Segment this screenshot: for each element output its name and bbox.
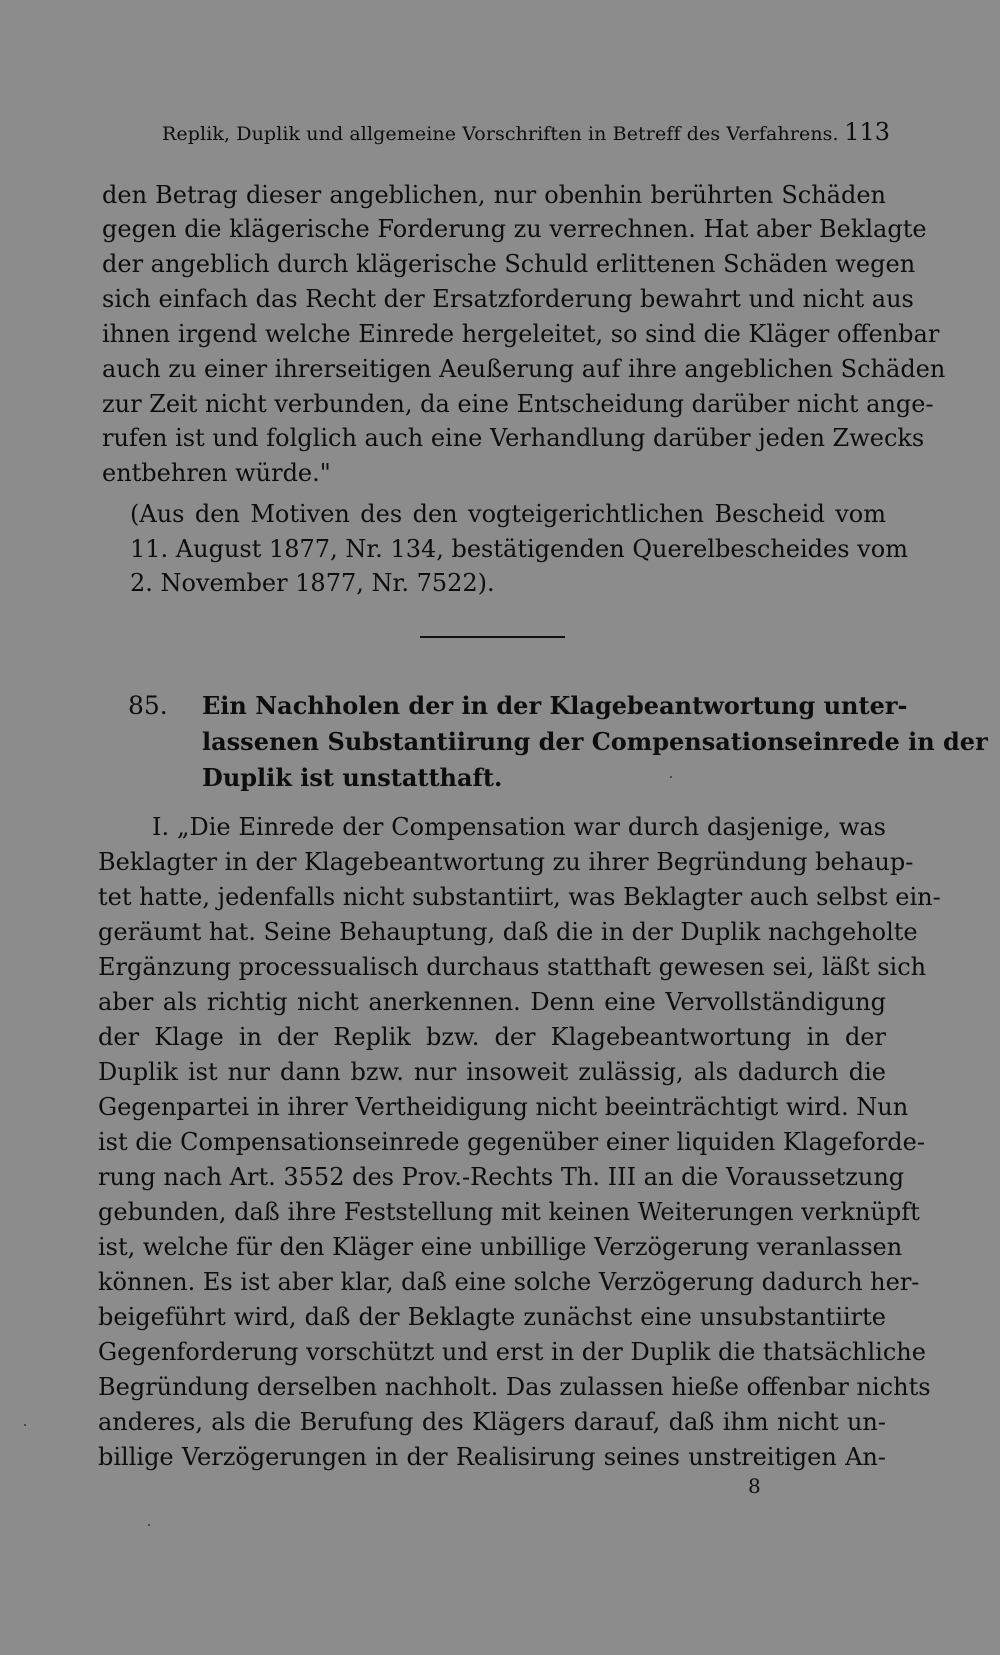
paragraph-line: gebunden, daß ihre Feststellung mit keinen Weiterungen verknüpft [98,1198,920,1226]
citation-line: 2. November 1877, Nr. 7522). [130,569,495,597]
paragraph-line: der Klage in der Replik bzw. der Klagebeantwortung in der [98,1023,886,1051]
text-line: der angeblich durch klägerische Schuld erlittenen Schäden wegen [102,250,916,278]
text-line: sich einfach das Recht der Ersatzforderung bewahrt und nicht aus [102,285,914,313]
section-heading-line: Ein Nachholen der in der Klagebeantwortung unter- [202,691,908,720]
section-heading-line: Duplik ist unstatthaft. [202,763,503,792]
paragraph-line: Gegenforderung vorschützt und erst in der Duplik die thatsächliche [98,1338,926,1366]
paragraph-line: Begründung derselben nachholt. Das zulassen hieße offenbar nichts [98,1373,931,1401]
paragraph-line: Ergänzung processualisch durchaus statthaft gewesen sei, läßt sich [98,953,927,981]
text-line: ihnen irgend welche Einrede hergeleitet, so sind die Kläger offenbar [102,320,940,348]
paper-speck [670,776,672,778]
running-head [162,118,890,152]
section-divider [420,636,565,638]
paper-speck [24,1424,26,1426]
paragraph-line: ist die Compensationseinrede gegenüber einer liquiden Klageforde- [98,1128,925,1156]
paragraph-line: ist, welche für den Kläger eine unbillige Verzögerung veranlassen [98,1233,903,1261]
text-line: den Betrag dieser angeblichen, nur obenhin berührten Schäden [102,181,886,209]
paragraph-line: können. Es ist aber klar, daß eine solche Verzögerung dadurch her- [98,1268,920,1296]
text-line: entbehren würde." [102,459,331,487]
section-heading-line: lassenen Substantiirung der Compensationseinrede in der [202,727,988,756]
paragraph-line: rung nach Art. 3552 des Prov.-Rechts Th. III an die Voraussetzung [98,1163,905,1191]
paragraph-line: Duplik ist nur dann bzw. nur insoweit zulässig, als dadurch die [98,1058,886,1086]
paragraph-line: Beklagter in der Klagebeantwortung zu ihrer Begründung behaup- [98,848,914,876]
paragraph-line: I. „Die Einrede der Compensation war durch dasjenige, was [152,813,886,841]
text-line: rufen ist und folglich auch eine Verhandlung darüber jeden Zwecks [102,424,925,452]
paragraph-line: anderes, als die Berufung des Klägers darauf, daß ihm nicht un- [98,1408,886,1436]
text-line: gegen die klägerische Forderung zu verrechnen. Hat aber Beklagte [102,215,927,243]
signature-mark: 8 [748,1474,761,1498]
page-number: 113 [844,118,890,146]
text-line: auch zu einer ihrerseitigen Aeußerung auf ihre angeblichen Schäden [102,355,946,383]
paragraph-line: Gegenpartei in ihrer Vertheidigung nicht beeinträchtigt wird. Nun [98,1093,909,1121]
paragraph-line: geräumt hat. Seine Behauptung, daß die in der Duplik nachgeholte [98,918,918,946]
section-number: 85. [128,691,168,720]
paper-speck [148,1524,150,1526]
running-head-title: Replik, Duplik und allgemeine Vorschriften in Betreff des Verfahrens. [162,123,839,145]
paragraph-line: beigeführt wird, daß der Beklagte zunächst eine unsubstantiirte [98,1303,886,1331]
citation-line: (Aus den Motiven des den vogteigerichtlichen Bescheid vom [130,500,886,528]
paragraph-line: aber als richtig nicht anerkennen. Denn eine Vervollständigung [98,988,886,1016]
text-line: zur Zeit nicht verbunden, da eine Entscheidung darüber nicht ange- [102,390,934,418]
citation-line: 11. August 1877, Nr. 134, bestätigenden Querelbescheides vom [130,535,908,563]
paragraph-line: billige Verzögerungen in der Realisirung seines unstreitigen An- [98,1443,886,1471]
paragraph-line: tet hatte, jedenfalls nicht substantiirt, was Beklagter auch selbst ein- [98,883,941,911]
